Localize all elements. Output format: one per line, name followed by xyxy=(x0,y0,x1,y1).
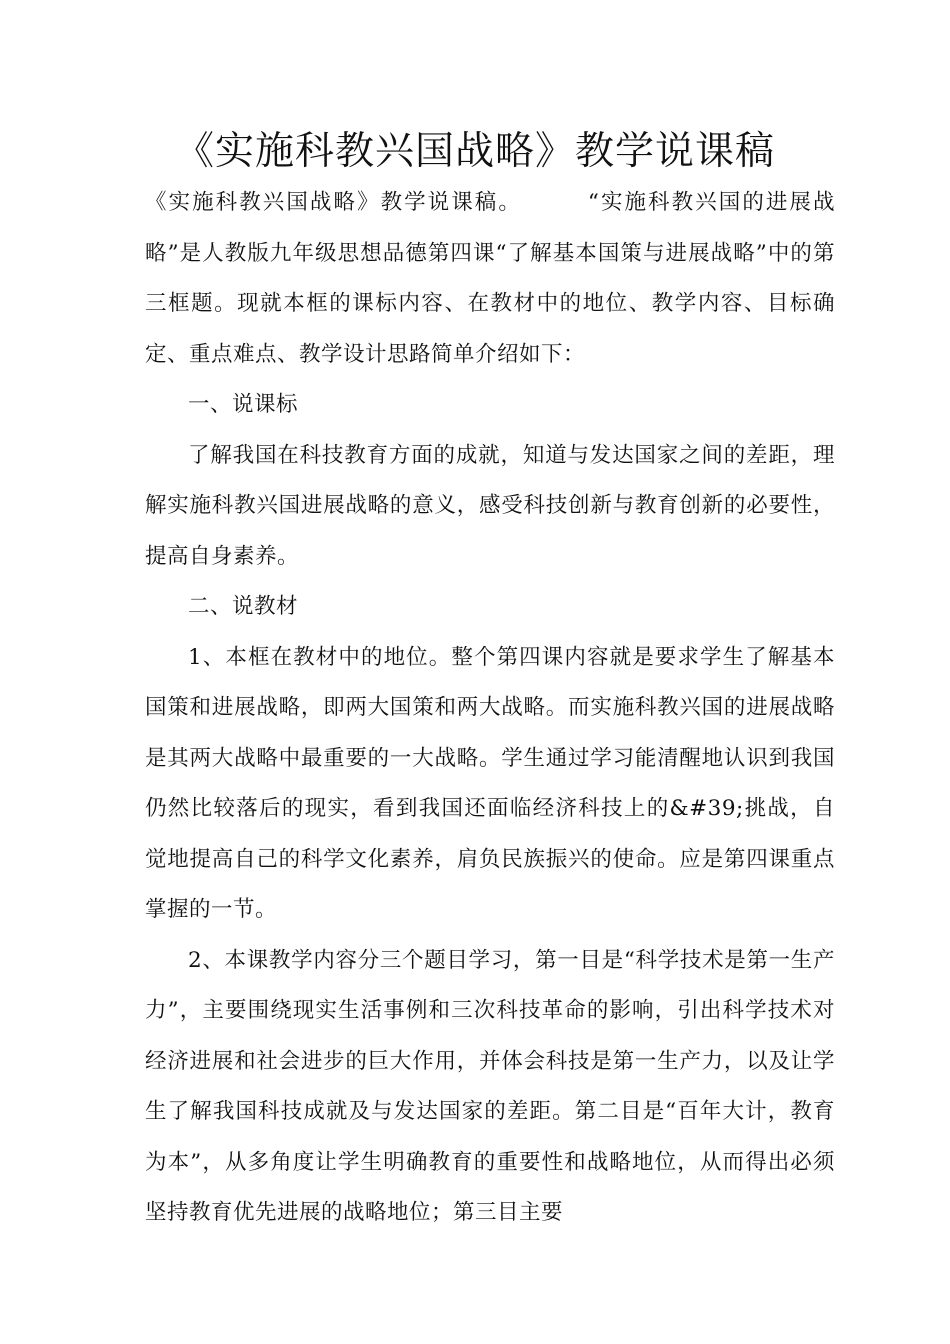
intro-lead: 《实施科教兴国战略》教学说课稿。 xyxy=(145,190,522,215)
section-heading-2: 二、说教材 xyxy=(188,594,299,619)
document-title: 《实施科教兴国战略》教学说课稿 xyxy=(174,129,775,174)
intro-paragraph xyxy=(145,178,835,380)
section-2-paragraph-2: 2、本课教学内容分三个题目学习，第一目是“科学技术是第一生产力”，主要围绕现实生活事例和三次科技革命的影响，引出科学技术对经济进展和社会进步的巨大作用，并体会科技是第一生产力，以及让学生了解我国科技成就及与发达国家的差距。第二目是“百年大计，教育为本”，从多角度让学生明确教育的重要性和战略地位，从而得出必须坚持教育优先进展的战略地位；第三目主要 xyxy=(145,947,835,1225)
section-heading-1: 一、说课标 xyxy=(188,392,299,417)
intro-text: “实施科教兴国的进展战略”是人教版九年级思想品德第四课“了解基本国策与进展战略”中的第三框题。现就本框的课标内容、在教材中的地位、教学内容、目标确定、重点难点、教学设计思路简单介绍如下： xyxy=(145,190,835,367)
document-body xyxy=(145,178,835,1239)
section-2-paragraph-1: 1、本框在教材中的地位。整个第四课内容就是要求学生了解基本国策和进展战略，即两大国策和两大战略。而实施科教兴国的进展战略是其两大战略中最重要的一大战略。学生通过学习能清醒地认识到我国仍然比较落后的现实，看到我国还面临经济科技上的&#39;挑战，自觉地提高自己的科学文化素养，肩负民族振兴的使命。应是第四课重点掌握的一节。 xyxy=(145,644,835,922)
section-1-paragraph-1: 了解我国在科技教育方面的成就，知道与发达国家之间的差距，理解实施科教兴国进展战略的意义，感受科技创新与教育创新的必要性，提高自身素养。 xyxy=(145,442,835,569)
